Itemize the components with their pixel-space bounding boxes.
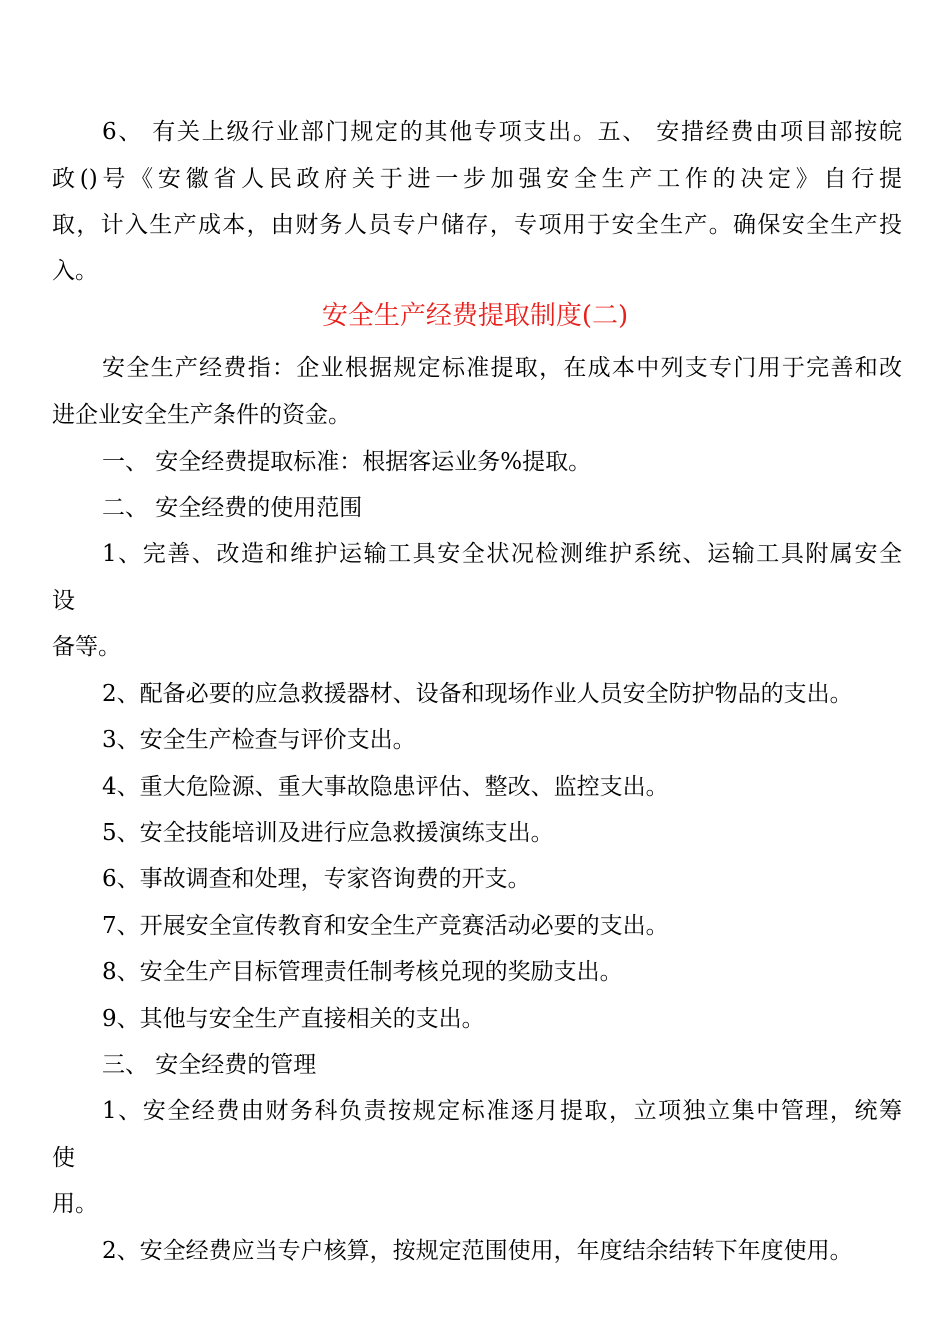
- list-item: 7、开展安全宣传教育和安全生产竞赛活动必要的支出。: [102, 913, 669, 939]
- list-item: 1、安全经费由财务科负责按规定标准逐月提取，立项独立集中管理，统筹: [102, 1098, 902, 1124]
- list-item: 2、安全经费应当专户核算，按规定范围使用，年度结余结转下年度使用。: [102, 1238, 853, 1264]
- list-item-wrap: 备等。: [52, 634, 121, 660]
- paragraph-line: 6、 有关上级行业部门规定的其他专项支出。五、 安措经费由项目部按皖: [102, 119, 902, 145]
- paragraph-line: 取，计入生产成本，由财务人员专户储存，专项用于安全生产。确保安全生产投: [52, 212, 902, 238]
- section-heading: 二、 安全经费的使用范围: [102, 495, 363, 521]
- paragraph-line: 入。: [52, 258, 98, 284]
- list-item: 8、安全生产目标管理责任制考核兑现的奖励支出。: [102, 959, 623, 985]
- list-item-wrap: 设: [52, 588, 75, 614]
- definition-line: 安全生产经费指：企业根据规定标准提取，在成本中列支专门用于完善和改: [102, 355, 902, 381]
- list-item: 6、事故调查和处理，专家咨询费的开支。: [102, 866, 531, 892]
- list-item: 9、其他与安全生产直接相关的支出。: [102, 1006, 485, 1032]
- list-item: 4、重大危险源、重大事故隐患评估、整改、监控支出。: [102, 774, 669, 800]
- list-item: 3、安全生产检查与评价支出。: [102, 727, 416, 753]
- list-item: 2、配备必要的应急救援器材、设备和现场作业人员安全防护物品的支出。: [102, 681, 853, 707]
- list-item-wrap: 用。: [52, 1191, 98, 1217]
- section-heading: 三、 安全经费的管理: [102, 1052, 317, 1078]
- list-item: 1、完善、改造和维护运输工具安全状况检测维护系统、运输工具附属安全: [102, 541, 902, 567]
- list-item: 5、安全技能培训及进行应急救援演练支出。: [102, 820, 554, 846]
- section-heading: 一、 安全经费提取标准：根据客运业务%提取。: [102, 449, 592, 475]
- section-title: 安全生产经费提取制度(二): [321, 301, 629, 331]
- definition-line: 进企业安全生产条件的资金。: [52, 402, 351, 428]
- paragraph-line: 政()号《安徽省人民政府关于进一步加强安全生产工作的决定》自行提: [52, 166, 902, 192]
- list-item-wrap: 使: [52, 1145, 75, 1171]
